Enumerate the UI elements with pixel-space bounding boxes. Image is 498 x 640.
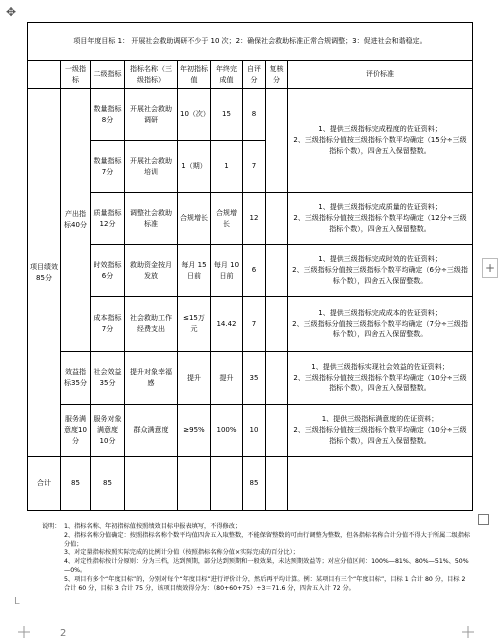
note-item: 1、指标名称、年初指标值按照绩效目标申报表填写，不得修改； [64,523,242,530]
indicator-name-cell: 群众满意度 [125,405,178,457]
page-number: 2 [60,628,67,639]
self-score-cell: 10 [243,405,266,457]
review-score-cell [266,89,288,193]
annual-goal-label: 项目年度目标 1： [73,37,130,46]
indicator-name-cell: 社会救助工作经费支出 [125,297,178,352]
evaluation-text: 1、提供三级指标实现社会效益的佐证资料； 2、三级指标分值按三级指标个数平均确定（10分÷三级指标个数），四舍五入保留整数。 [293,362,467,393]
table-row [28,193,473,245]
evaluation-standard-cell [288,405,473,457]
initial-value-cell: 提升 [178,352,211,405]
project-performance-cell: 项目绩效85分 [28,89,61,457]
review-score-cell [266,405,288,457]
total-level1-cell: 85 [61,457,91,511]
note-item: 5、项目有多个“年度目标”的，分别对每个“年度目标”进行评价计分，然后再平均计算。例：某项目有三个“年度目标”，目标 1 合计 80 分，目标 2 合计 60 分，目标 3 合计 75 分，该项目绩效得分为：（80+60+75）÷3＝71.6 分，四舍五入计 72 分。 [64,575,466,592]
annual-goal-cell [28,23,473,61]
total-self-score-cell: 85 [243,457,266,511]
goal-row [28,23,473,61]
initial-value-cell: 1（期） [178,141,211,193]
total-review-cell [266,457,288,511]
total-empty-cell [125,457,178,511]
table-resize-handle[interactable] [478,514,489,525]
header-initial: 年初指标值 [178,61,211,89]
header-standard: 评价标准 [288,61,473,89]
evaluation-text: 1、提供三级指标完成时效的佐证资料； 2、三级指标分值按三级指标个数平均确定（6分÷三级指标个数），四舍五入保留整数。 [292,255,468,285]
evaluation-standard-cell [288,193,473,245]
initial-value-cell: ≥95% [178,405,211,457]
annual-value-cell: 100% [211,405,243,457]
indicator-name-cell: 救助资金按月发放 [125,245,178,297]
table-row [28,297,473,352]
level2-cell: 数量指标8分 [91,89,125,141]
indicator-name-cell: 调整社会救助标准 [125,193,178,245]
evaluation-standard-cell [288,245,473,297]
annual-value-cell: 提升 [211,352,243,405]
initial-value-cell: 10（次） [178,89,211,141]
self-score-cell: 7 [243,297,266,352]
evaluation-standard-cell [288,352,473,405]
initial-value-cell: 合规增长 [178,193,211,245]
header-level1: 一级指标 [61,61,91,89]
total-row [28,457,473,511]
table-move-handle-icon[interactable]: ✥ [6,5,17,19]
indicator-name-cell: 开展社会救助培训 [125,141,178,193]
self-score-cell: 6 [243,245,266,297]
evaluation-text: 1、提供三级指标完成成本的佐证资料； 2、三级指标分值按三级指标个数平均确定（7分÷三级指标个数），四舍五入保留整数。 [292,308,468,339]
self-score-cell: 12 [243,193,266,245]
level2-cell: 时效指标6分 [91,245,125,297]
annual-goal-text: 开展社会救助调研不少于 10 次；2：确保社会救助标准正常合规调整；3：促进社会和谐稳定。 [131,37,427,46]
notes-label: 说明： [42,523,61,530]
annual-value-cell: 1 [211,141,243,193]
header-level3: 指标名称（三级指标） [125,61,178,89]
satisfaction-indicator-cell: 服务满意度10分 [61,405,91,457]
initial-value-cell: ≤15万元 [178,297,211,352]
crop-mark-right-icon [462,626,474,638]
evaluation-standard-cell [288,297,473,352]
table-row [28,405,473,457]
performance-evaluation-table [27,22,473,511]
evaluation-text: 1、提供三级指标完成程度的佐证资料； 2、三级指标分值按三级指标个数平均确定（15分÷三级指标个数），四舍五入保留整数。 [293,125,467,155]
total-empty-cell [211,457,243,511]
indicator-name-cell: 开展社会救助调研 [125,89,178,141]
header-review-score: 复核分 [266,61,288,89]
total-level2-cell: 85 [91,457,125,511]
corner-crop-mark: L [14,596,20,607]
table-row [28,352,473,405]
notes-section [42,523,472,593]
level2-cell: 成本指标7分 [91,297,125,352]
output-indicator-cell: 产出指标40分 [61,89,91,352]
evaluation-standard-cell [288,89,473,193]
benefit-indicator-cell: 效益指标35分 [61,352,91,405]
self-score-cell: 7 [243,141,266,193]
self-score-cell: 35 [243,352,266,405]
review-score-cell [266,245,288,297]
self-score-cell: 8 [243,89,266,141]
level2-cell: 数量指标7分 [91,141,125,193]
initial-value-cell: 每月 15日前 [178,245,211,297]
annual-value-cell: 15 [211,89,243,141]
annual-value-cell: 每月 10日前 [211,245,243,297]
evaluation-text: 1、提供三级指标满意度的佐证资料； 2、三级指标分值按三级指标个数平均确定（10分÷三级指标个数），四舍五入保留整数。 [293,415,467,445]
indicator-name-cell: 提升对象幸福感 [125,352,178,405]
annual-value-cell: 14.42 [211,297,243,352]
annual-value-cell: 合规增长 [211,193,243,245]
table-row [28,89,473,141]
level2-cell: 服务对象满意度10分 [91,405,125,457]
header-level2: 二级指标 [91,61,125,89]
review-score-cell [266,193,288,245]
note-item: 3、对定量指标按照实际完成的比例计分值（按照指标名称分值×实际完成的百分比）； [64,549,299,557]
header-annual: 年终完成值 [211,61,243,89]
header-self-score: 自评分 [243,61,266,89]
note-item: 4、对定性指标按计分原则：分为三档，达到预期，部分达到预期和一般效果，未达预期效益等；对应分值区间：100%—81%、80%—51%、50%—0%。 [64,558,469,574]
review-score-cell [266,352,288,405]
note-item: 2、指标名称分值确定：按照指标名称个数平均值四舍五入取整数，不能保留整数的可由行调整为整数，但各指标名称合计分值不得大于所属二级指标分值； [64,531,471,548]
review-score-cell [266,297,288,352]
header-empty [28,61,61,89]
table-row [28,245,473,297]
level2-cell: 社会效益35分 [91,352,125,405]
evaluation-text: 1、提供三级指标完成质量的佐证资料； 2、三级指标分值按三级指标个数平均确定（12分÷三级指标个数），四舍五入保留整数。 [293,203,467,233]
total-standard-cell [288,457,473,511]
total-label-cell: 合计 [28,457,61,511]
add-column-plus-icon[interactable]: + [482,258,498,278]
level2-cell: 质量指标12分 [91,193,125,245]
header-row [28,61,473,89]
crop-mark-left-icon [18,626,30,638]
total-empty-cell [178,457,211,511]
